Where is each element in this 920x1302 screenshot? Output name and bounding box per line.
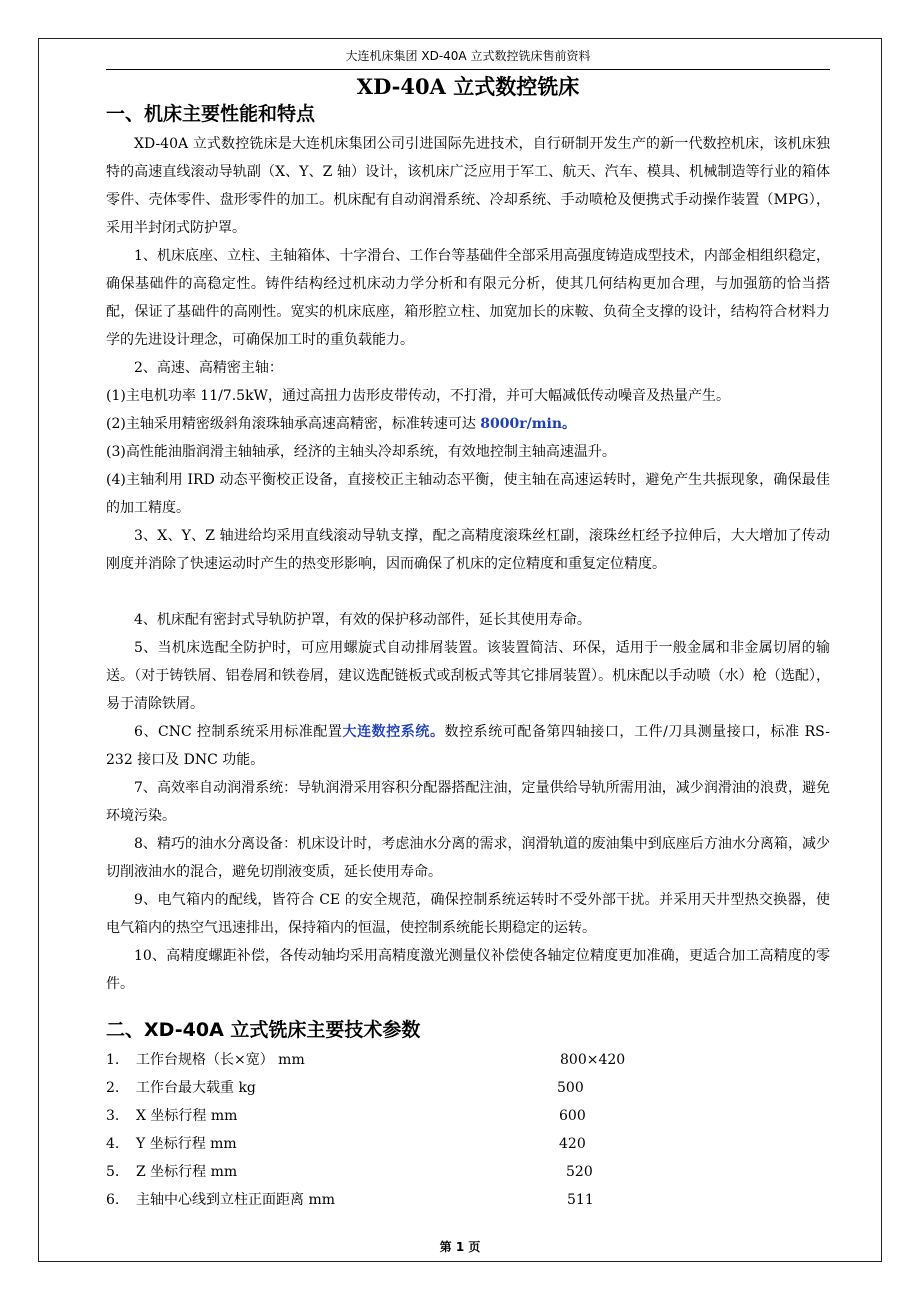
feature-6-text: 6、CNC 控制系统采用标准配置	[134, 724, 343, 740]
param-label: Y 坐标行程 mm	[136, 1136, 237, 1152]
param-label: X 坐标行程 mm	[136, 1108, 238, 1124]
param-row	[106, 1186, 830, 1214]
param-value: 420	[559, 1136, 586, 1152]
param-row	[106, 1046, 830, 1074]
feature-2-item-2-text: (2)主轴采用精密级斜角滚珠轴承高速高精密，标准转速可达	[106, 416, 481, 432]
page-header: 大连机床集团 XD-40A 立式数控铣床售前资料	[345, 49, 591, 63]
param-value: 600	[559, 1108, 586, 1124]
feature-2-item-3: (3)高性能油脂润滑主轴轴承，经济的主轴头冷却系统，有效地控制主轴高速温升。	[106, 444, 616, 460]
feature-6-text-rest: 数控系统可配备第四轴接口，工件/刀具测量接口，标准 RS-232 接口及 DNC 功能。	[106, 724, 831, 768]
feature-2-item-1: (1)主电机功率 11/7.5kW，通过高扭力齿形皮带传动，不打滑，并可大幅减低传动噪音及热量产生。	[106, 388, 730, 404]
spindle-speed-highlight: 8000r/min。	[480, 416, 577, 432]
feature-10-paragraph: 10、高精度螺距补偿，各传动轴均采用高精度激光测量仪补偿使各轴定位精度更加准确，更适合加工高精度的零件。	[106, 948, 830, 992]
intro-paragraph: XD-40A 立式数控铣床是大连机床集团公司引进国际先进技术，自行研制开发生产的新一代数控机床，该机床独特的高速直线滚动导轨副（X、Y、Z 轴）设计，该机床广泛应用于军工、航天、汽车、模具、机械制造等行业的箱体零件、壳体零件、盘形零件的加工。机床配有自动润滑系统、冷却系统、手动喷枪及便携式手动操作装置（MPG），采用半封闭式防护罩。	[106, 136, 830, 236]
param-label: 工作台规格（长×宽） mm	[136, 1052, 305, 1068]
param-row	[106, 1102, 830, 1130]
cnc-system-highlight: 大连数控系统。	[342, 724, 445, 740]
feature-9-paragraph: 9、电气箱内的配线，皆符合 CE 的安全规范，确保控制系统运转时不受外部干扰。并采用天井型热交换器，使电气箱内的热空气迅速排出，保持箱内的恒温，使控制系统能长期稳定的运转。	[106, 892, 830, 936]
param-row	[106, 1158, 830, 1186]
document-title: XD-40A 立式数控铣床	[356, 74, 580, 99]
feature-3-paragraph: 3、X、Y、Z 轴进给均采用直线滚动导轨支撑，配之高精度滚珠丝杠副，滚珠丝杠经予拉伸后，大大增加了传动刚度并消除了快速运动时产生的热变形影响，因而确保了机床的定位精度和重复定位精度。	[106, 528, 830, 572]
feature-4-paragraph: 4、机床配有密封式导轨防护罩，有效的保护移动部件，延长其使用寿命。	[134, 612, 591, 628]
feature-2-heading: 2、高速、高精密主轴：	[134, 360, 283, 376]
param-value: 500	[557, 1080, 584, 1096]
feature-2-item-2	[106, 410, 830, 438]
page-number: 第 1 页	[439, 1240, 481, 1254]
param-label: Z 坐标行程 mm	[136, 1164, 238, 1180]
section-1-heading: 一、机床主要性能和特点	[106, 103, 316, 125]
param-number: 4.	[106, 1136, 120, 1152]
feature-6-paragraph	[106, 718, 830, 774]
param-number: 3.	[106, 1108, 120, 1124]
param-number: 5.	[106, 1164, 120, 1180]
feature-7-paragraph: 7、高效率自动润滑系统：导轨润滑采用容积分配器搭配注油，定量供给导轨所需用油，减少润滑油的浪费，避免环境污染。	[106, 780, 830, 824]
param-number: 2.	[106, 1080, 120, 1096]
param-row	[106, 1074, 830, 1102]
param-value: 511	[567, 1192, 594, 1208]
feature-5-paragraph: 5、当机床选配全防护时，可应用螺旋式自动排屑装置。该装置简洁、环保，适用于一般金属和非金属切屑的输送。（对于铸铁屑、铝卷屑和铁卷屑，建议选配链板式或刮板式等其它排屑装置）。机床配以手动喷（水）枪（选配），易于清除铁屑。	[106, 640, 830, 712]
header-rule	[106, 69, 830, 70]
feature-8-paragraph: 8、精巧的油水分离设备：机床设计时，考虑油水分离的需求，润滑轨道的废油集中到底座后方油水分离箱，减少切削液油水的混合，避免切削液变质，延长使用寿命。	[106, 836, 830, 880]
param-number: 1.	[106, 1052, 120, 1068]
section-2-heading: 二、XD-40A 立式铣床主要技术参数	[106, 1019, 421, 1041]
param-label: 工作台最大载重 kg	[136, 1080, 256, 1096]
param-row	[106, 1130, 830, 1158]
feature-2-item-4: (4)主轴利用 IRD 动态平衡校正设备，直接校正主轴动态平衡，使主轴在高速运转时，避免产生共振现象，确保最佳的加工精度。	[106, 472, 830, 516]
feature-1-paragraph: 1、机床底座、立柱、主轴箱体、十字滑台、工作台等基础件全部采用高强度铸造成型技术，内部金相组织稳定，确保基础件的高稳定性。铸件结构经过机床动力学分析和有限元分析，使其几何结构更加合理，与加强筋的恰当搭配，保证了基础件的高刚性。宽实的机床底座，箱形腔立柱、加宽加长的床鞍、负荷全支撑的设计，结构符合材料力学的先进设计理念，可确保加工时的重负载能力。	[106, 248, 830, 348]
param-value: 520	[566, 1164, 593, 1180]
param-number: 6.	[106, 1192, 120, 1208]
param-label: 主轴中心线到立柱正面距离 mm	[136, 1192, 336, 1208]
param-value: 800×420	[560, 1052, 626, 1068]
